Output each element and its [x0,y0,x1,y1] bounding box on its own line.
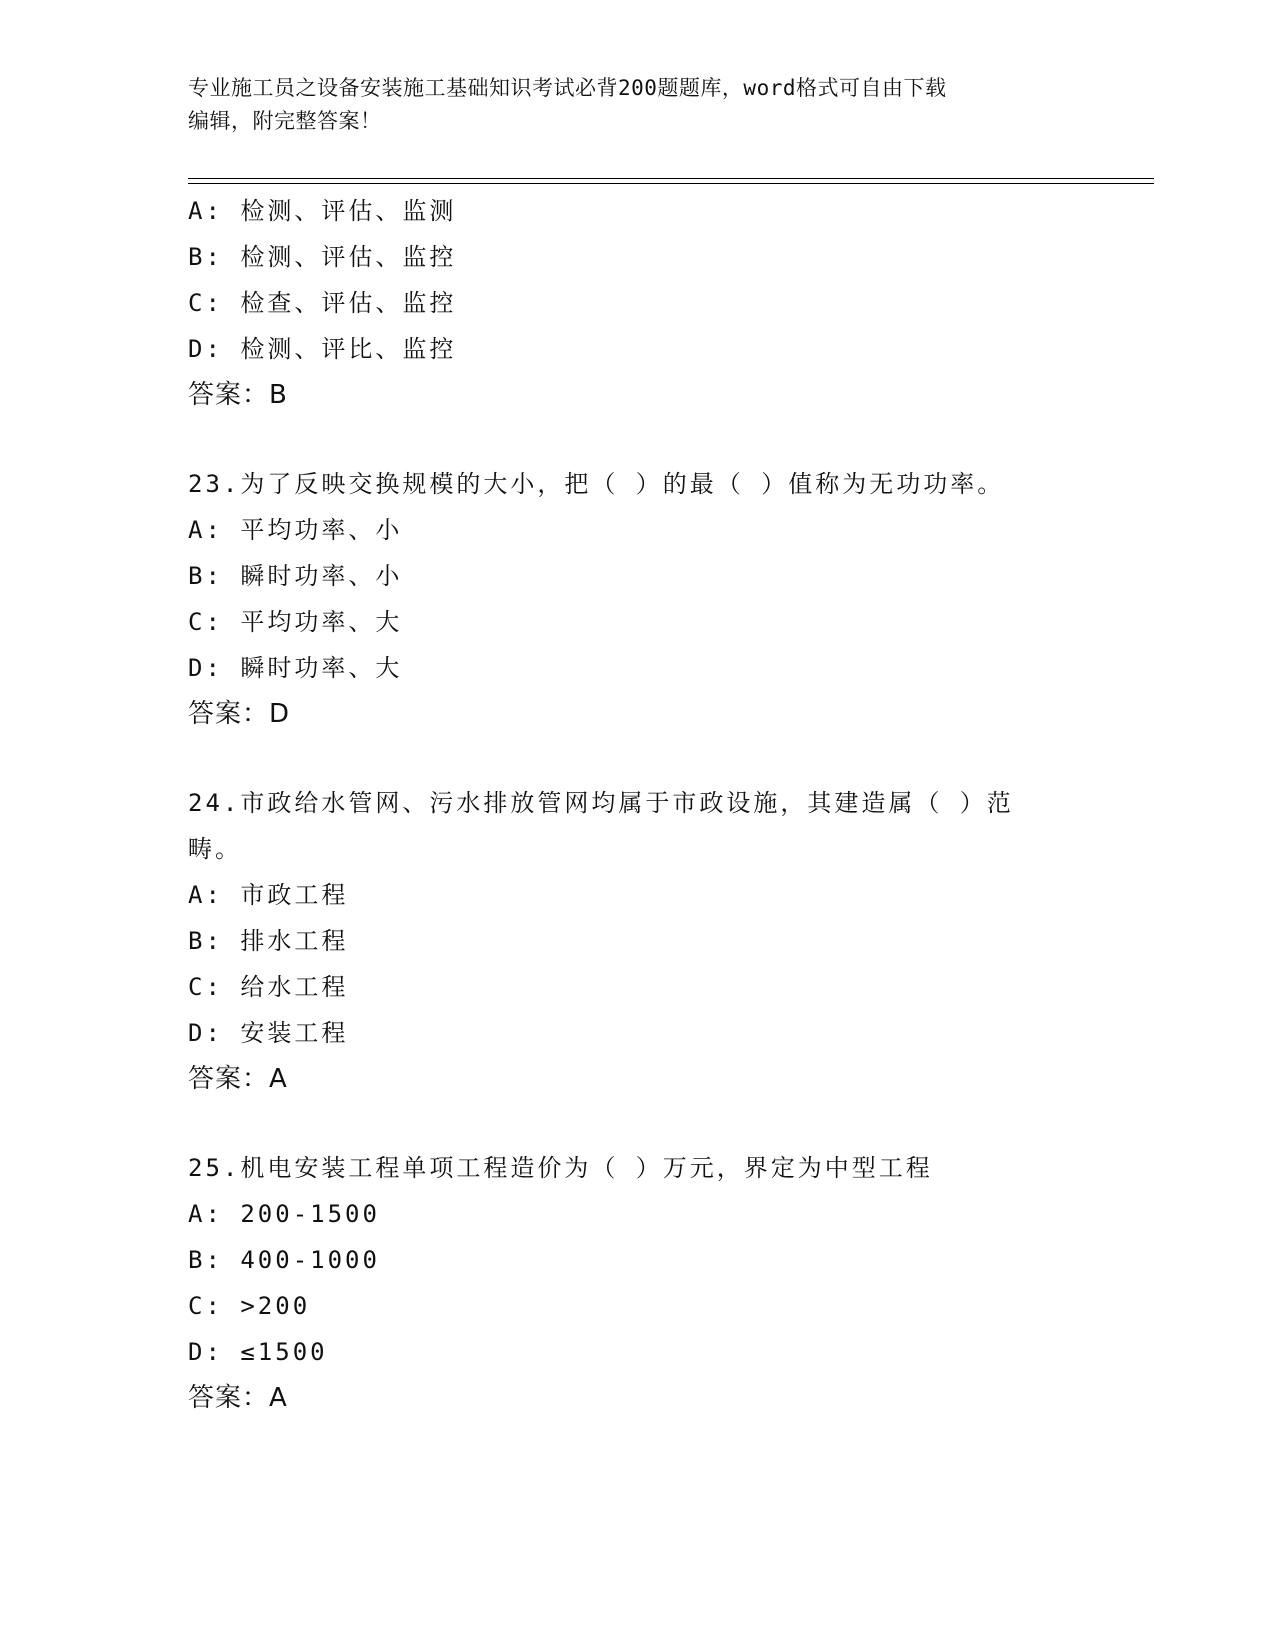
header-divider-top [188,178,1154,179]
option-a: A: 200-1500 [188,1200,380,1228]
question-24 [188,780,1068,1102]
option-a: A: 检测、评估、监测 [188,197,457,225]
question-22 [188,188,1068,418]
document-header [188,72,1068,138]
option-a: A: 市政工程 [188,881,349,909]
question-stem: 25.机电安装工程单项工程造价为（ ）万元，界定为中型工程 [188,1154,933,1182]
option-d: D: 安装工程 [188,1019,349,1047]
header-divider-bottom [188,183,1154,184]
option-b: B: 400-1000 [188,1246,380,1274]
option-c: C: 平均功率、大 [188,608,403,636]
option-d: D: 检测、评比、监控 [188,335,457,363]
question-list [188,188,1068,1421]
option-c: C: 给水工程 [188,973,349,1001]
option-a: A: 平均功率、小 [188,516,403,544]
answer-line: 答案：A [188,1064,288,1094]
option-b: B: 瞬时功率、小 [188,562,403,590]
option-b: B: 排水工程 [188,927,349,955]
header-title-line-2: 编辑，附完整答案！ [188,109,382,133]
header-title-line-1: 专业施工员之设备安装施工基础知识考试必背200题题库，word格式可自由下载 [188,76,947,100]
question-stem-line-1: 24.市政给水管网、污水排放管网均属于市政设施，其建造属（ ）范 [188,789,1014,817]
option-d: D: ≤1500 [188,1338,328,1366]
option-b: B: 检测、评估、监控 [188,243,457,271]
answer-line: 答案：A [188,1383,288,1413]
question-25 [188,1145,1068,1421]
option-c: C: >200 [188,1292,311,1320]
option-d: D: 瞬时功率、大 [188,654,403,682]
spacer [188,1102,1068,1145]
option-c: C: 检查、评估、监控 [188,289,457,317]
answer-line: 答案：D [188,699,291,729]
spacer [188,418,1068,461]
spacer [188,737,1068,780]
question-stem-line-2: 畴。 [188,835,242,863]
question-23 [188,461,1068,737]
answer-line: 答案：B [188,380,288,410]
question-stem: 23.为了反映交换规模的大小，把（ ）的最（ ）值称为无功功率。 [188,470,1005,498]
